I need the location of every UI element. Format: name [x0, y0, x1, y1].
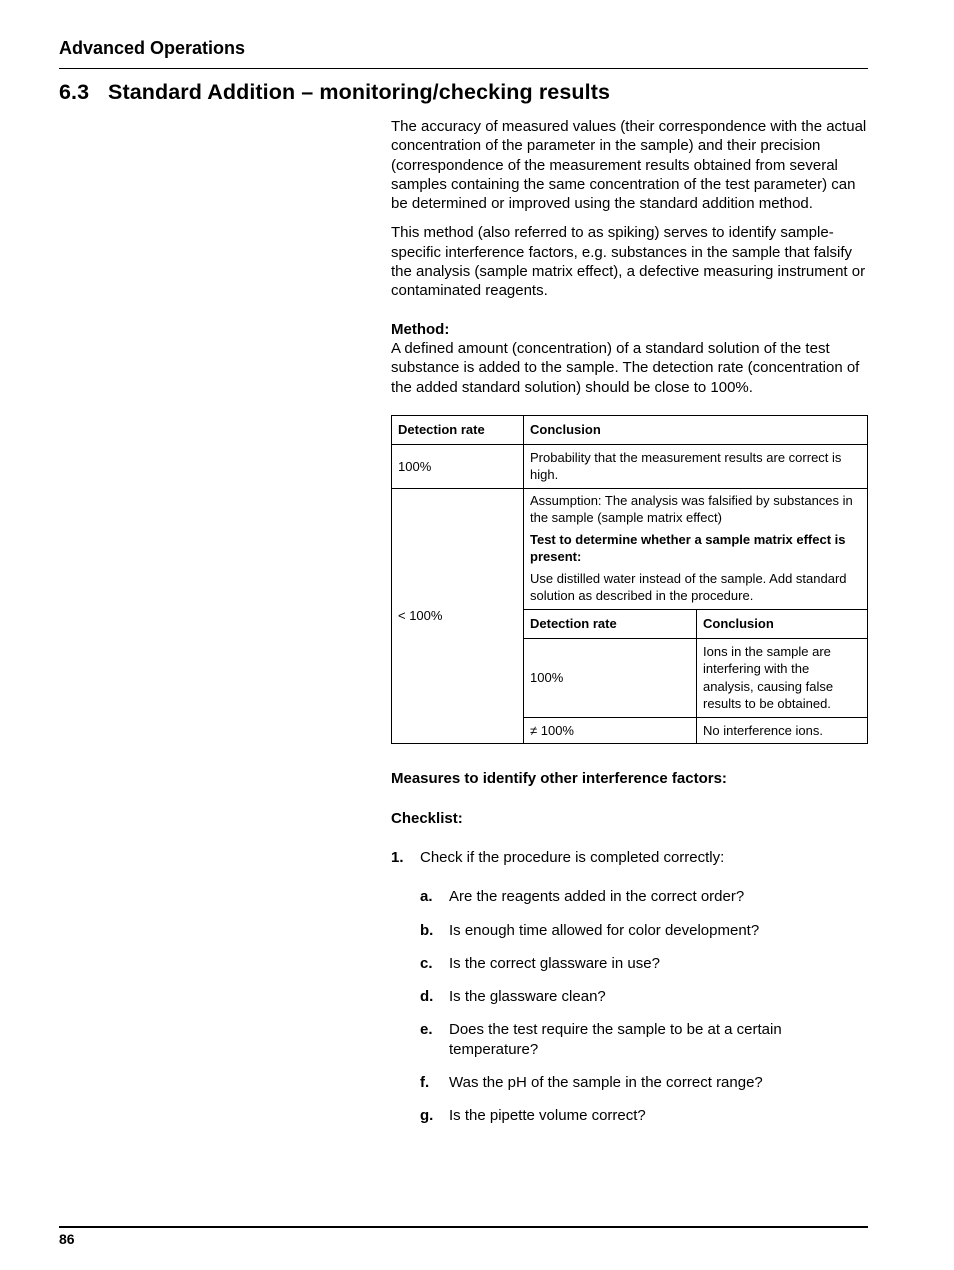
item-label: c.	[420, 954, 433, 972]
row2-conclusion-text	[524, 489, 867, 609]
item-text: Is the pipette volume correct?	[449, 1107, 646, 1125]
section-number: 6.3	[59, 80, 90, 104]
footer-rule	[59, 1226, 868, 1228]
table-header-row	[392, 415, 868, 444]
table-row	[524, 638, 867, 717]
row1-rate: 100%	[392, 444, 524, 488]
step-text: Check if the procedure is completed correctly:	[420, 848, 725, 866]
detection-rate-table	[391, 415, 868, 745]
method-block	[391, 320, 868, 397]
method-label: Method:	[391, 320, 450, 338]
list-item	[420, 987, 868, 1006]
table-row	[524, 717, 867, 743]
list-item	[420, 1020, 868, 1059]
item-label: e.	[420, 1021, 433, 1039]
header-title: Advanced Operations	[59, 38, 246, 58]
assumption-text: Assumption: The analysis was falsified by substances in the sample (sample matrix effect)	[530, 492, 853, 526]
measures-heading: Measures to identify other interference factors:	[391, 770, 727, 788]
item-text: Are the reagents added in the correct order?	[449, 888, 745, 906]
item-text: Is the correct glassware in use?	[449, 954, 660, 972]
list-item	[420, 921, 868, 940]
step-number: 1.	[391, 848, 404, 866]
list-item	[420, 1073, 868, 1092]
list-item	[420, 887, 868, 906]
row1-conclusion: Probability that the measurement results are correct is high.	[524, 444, 868, 488]
item-label: a.	[420, 888, 433, 906]
sub-checklist	[420, 887, 868, 1125]
row2-conclusion	[524, 488, 868, 744]
intro-paragraph-2: This method (also referred to as spiking) serves to identify sample-specific interference factors, e.g. substances in the sample that falsify the analysis (sample matrix effect), a defective measuring instrument or contaminated reagents.	[391, 224, 866, 300]
item-label: d.	[420, 988, 434, 1006]
header-rule	[59, 68, 868, 69]
item-label: g.	[420, 1107, 434, 1125]
item-text: Is enough time allowed for color development?	[449, 921, 760, 939]
checklist-label: Checklist:	[391, 809, 463, 827]
item-text: Is the glassware clean?	[449, 988, 606, 1006]
test-text: Use distilled water instead of the sample. Add standard solution as described in the procedure.	[530, 570, 847, 604]
nested-header-detection-rate: Detection rate	[524, 609, 697, 638]
nested-row2-rate: ≠ 100%	[524, 717, 697, 743]
header-detection-rate: Detection rate	[392, 415, 524, 444]
item-label: b.	[420, 921, 434, 939]
table-row	[392, 488, 868, 744]
nested-header-row	[524, 609, 867, 638]
row2-rate: < 100%	[392, 488, 524, 744]
page-number: 86	[59, 1231, 75, 1247]
item-label: f.	[420, 1074, 430, 1092]
section-title: Standard Addition – monitoring/checking results	[108, 80, 611, 104]
table-row	[392, 444, 868, 488]
item-text: Was the pH of the sample in the correct range?	[449, 1074, 763, 1092]
nested-header-conclusion: Conclusion	[697, 609, 868, 638]
section-heading	[59, 80, 610, 105]
nested-row1-rate: 100%	[524, 638, 697, 717]
method-text: A defined amount (concentration) of a standard solution of the test substance is added to the sample. The detection rate (concentration of the added standard solution) should be close to 100%.	[391, 339, 860, 396]
intro-paragraph-1: The accuracy of measured values (their correspondence with the actual concentration of the parameter in the sample) and their precision (correspondence of the measurement results obtained from several samples containing the same concentration of the test parameter) can be determined or improved using the standard addition method.	[391, 118, 867, 213]
list-item	[420, 1106, 868, 1125]
list-item	[391, 848, 868, 867]
nested-row2-conclusion: No interference ions.	[697, 717, 868, 743]
list-item	[420, 954, 868, 973]
header-conclusion: Conclusion	[524, 415, 868, 444]
nested-detection-table	[524, 609, 867, 744]
nested-row1-conclusion: Ions in the sample are interfering with the analysis, causing false results to be obtained.	[697, 638, 868, 717]
test-label: Test to determine whether a sample matrix effect is present:	[530, 531, 846, 565]
main-content	[391, 117, 868, 1140]
item-text: Does the test require the sample to be at a certain temperature?	[449, 1021, 782, 1058]
